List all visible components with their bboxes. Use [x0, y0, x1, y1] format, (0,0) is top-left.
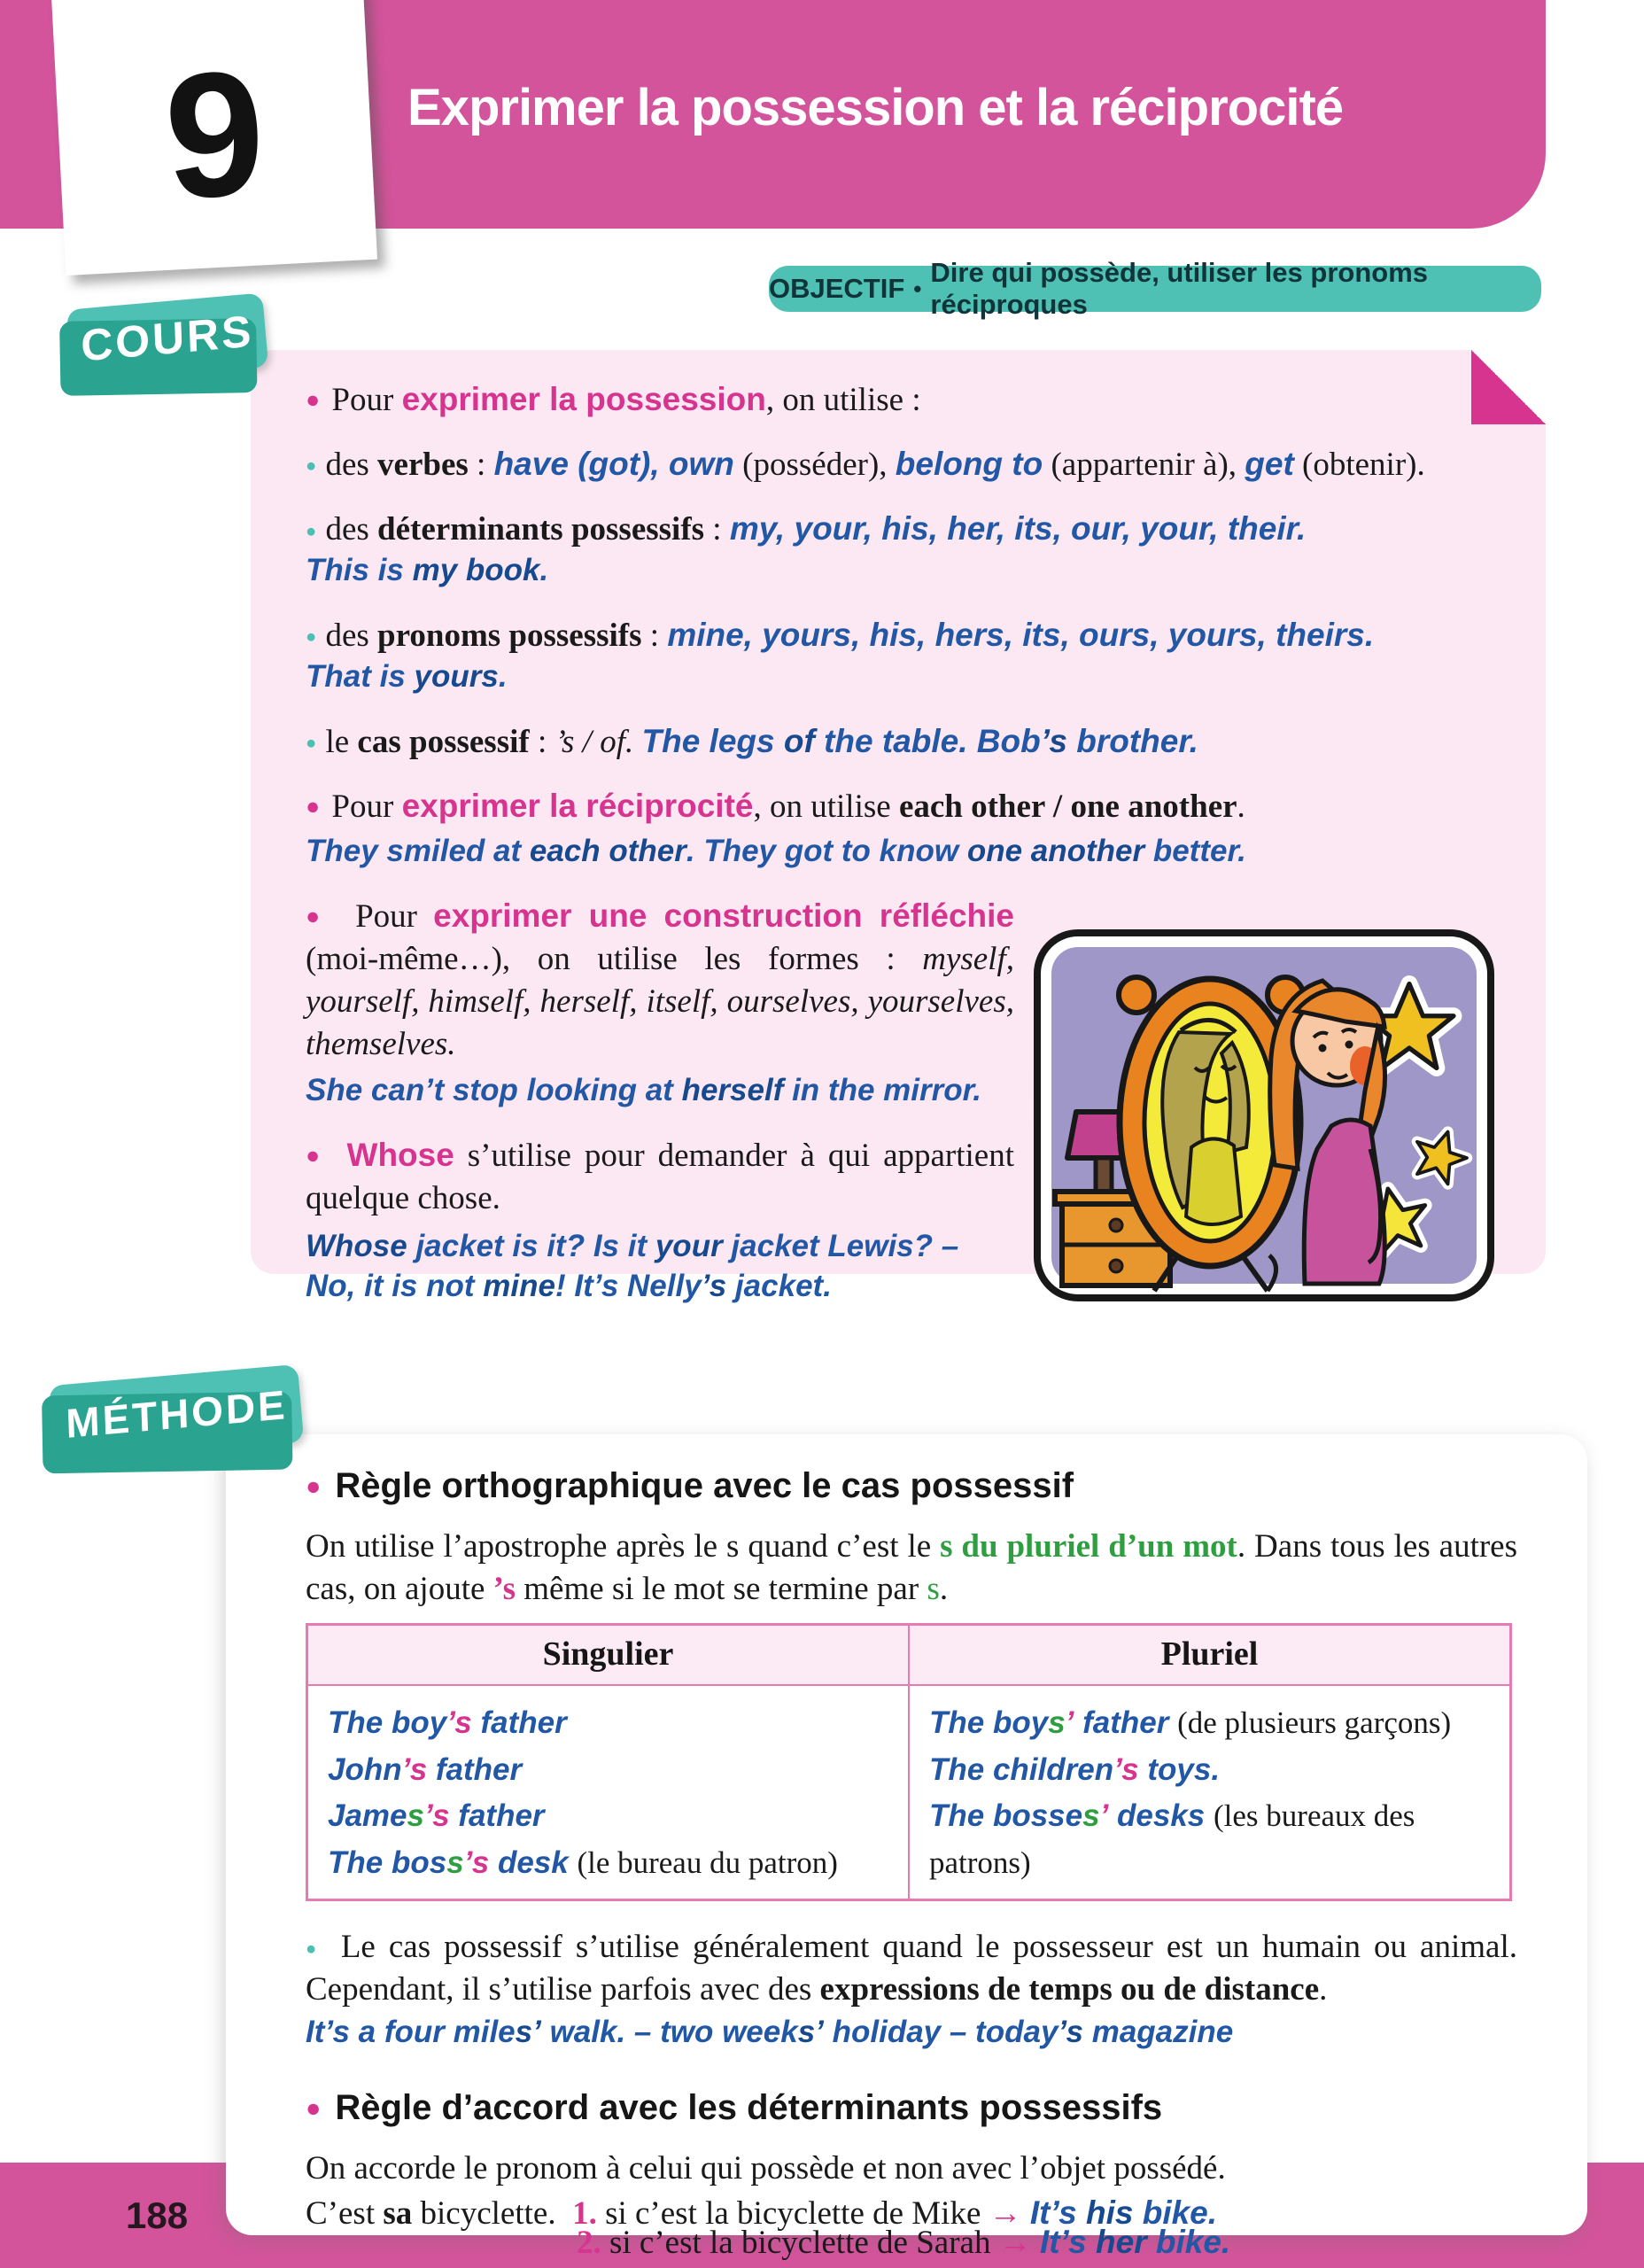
- cours-section: [251, 350, 1546, 1304]
- mirror-illustration: [1030, 926, 1513, 1338]
- whose-intro: ● Whose s’utilise pour demander à qui appartient quelque chose.: [306, 1134, 1014, 1220]
- cours-badge: [66, 292, 268, 384]
- pronoms-example: That is yours.: [306, 659, 508, 695]
- methode-badge: [49, 1364, 305, 1464]
- rule-spelling-heading: ● Règle orthographique avec le cas possessif: [306, 1466, 1517, 1506]
- unit-number: 9: [160, 34, 269, 237]
- rule-agreement-heading: ● Règle d’accord avec les déterminants possessifs: [306, 2088, 1517, 2128]
- bike-example-1: C’est sa bicyclette. 1. si c’est la bicyclette de Mike → It’s his bike.: [306, 2194, 1218, 2233]
- cas-possessif-item: ● le cas possessif : ’s / of. The legs of the table. Bob’s brother.: [306, 720, 1501, 764]
- singulier-cell: The boy’s father John’s father James’s father The boss’s desk (le bureau du patron): [307, 1685, 910, 1900]
- agreement-text: On accorde le pronom à celui qui possède et non avec l’objet possédé.: [306, 2150, 1226, 2187]
- determinants-item: ● des déterminants possessifs : my, your, his, her, its, our, your, their.: [306, 508, 1501, 551]
- mirror-illustration-svg: [1030, 926, 1513, 1338]
- human-possessor-note: ● Le cas possessif s’utilise généralement quand le possesseur est un humain ou animal. Cependant, il s’utilise parfois avec des expressions de temps ou de distance.: [306, 1926, 1517, 2011]
- verbes-item: ● des verbes : have (got), own (posséder), belong to (appartenir à), get (obtenir).: [306, 443, 1501, 486]
- table-row: [307, 1685, 1511, 1900]
- methode-badge-label: MÉTHODE: [65, 1381, 288, 1447]
- time-distance-example: It’s a four miles’ walk. – two weeks’ holiday – today’s magazine: [306, 2015, 1234, 2050]
- reciprocite-example: They smiled at each other. They got to know one another better.: [306, 834, 1246, 869]
- possession-intro: ● Pour exprimer la possession, on utilise :: [306, 378, 1501, 422]
- objective-label: OBJECTIF: [769, 273, 905, 304]
- determinants-example: This is my book.: [306, 553, 549, 588]
- objective-banner: [769, 257, 1541, 320]
- page-title: Exprimer la possession et la réciprocité: [407, 79, 1344, 136]
- bullet-separator-icon: •: [913, 275, 922, 302]
- page-number: 188: [126, 2194, 189, 2236]
- reflechie-intro: ● Pour exprimer une construction réfléchie (moi-même…), on utilise les formes : myself, yourself, himself, herself, itself, ourselves, yourselves, themselves.: [306, 895, 1014, 1066]
- methode-section: [226, 1434, 1587, 2262]
- pronoms-item: ● des pronoms possessifs : mine, yours, his, hers, its, ours, yours, theirs.: [306, 614, 1501, 657]
- whose-example: Whose jacket is it? Is it your jacket Lewis? – No, it is not mine! It’s Nelly’s jacket.: [306, 1229, 959, 1304]
- bike-example-2: 2. si c’est la bicyclette de Sarah → It’s her bike.: [577, 2224, 1231, 2262]
- reflechie-example: She can’t stop looking at herself in the mirror.: [306, 1073, 982, 1108]
- cours-badge-label: COURS: [80, 306, 255, 371]
- rule-spelling-text: On utilise l’apostrophe après le s quand c’est le s du pluriel d’un mot. Dans tous les autres cas, on ajoute ’s même si le mot se termine par s.: [306, 1528, 1517, 1608]
- possessive-table: [306, 1623, 1512, 1901]
- reciprocite-intro: ● Pour exprimer la réciprocité, on utilise each other / one another.: [306, 785, 1501, 828]
- unit-number-card: [51, 0, 377, 276]
- table-header-pluriel: Pluriel: [909, 1625, 1511, 1686]
- methode-content: [306, 1466, 1517, 2268]
- pluriel-cell: The boys’ father (de plusieurs garçons) The children’s toys. The bosses’ desks (les bureaux des patrons): [909, 1685, 1511, 1900]
- objective-text: Dire qui possède, utiliser les pronoms réciproques: [930, 257, 1428, 320]
- table-header-singulier: Singulier: [307, 1625, 910, 1686]
